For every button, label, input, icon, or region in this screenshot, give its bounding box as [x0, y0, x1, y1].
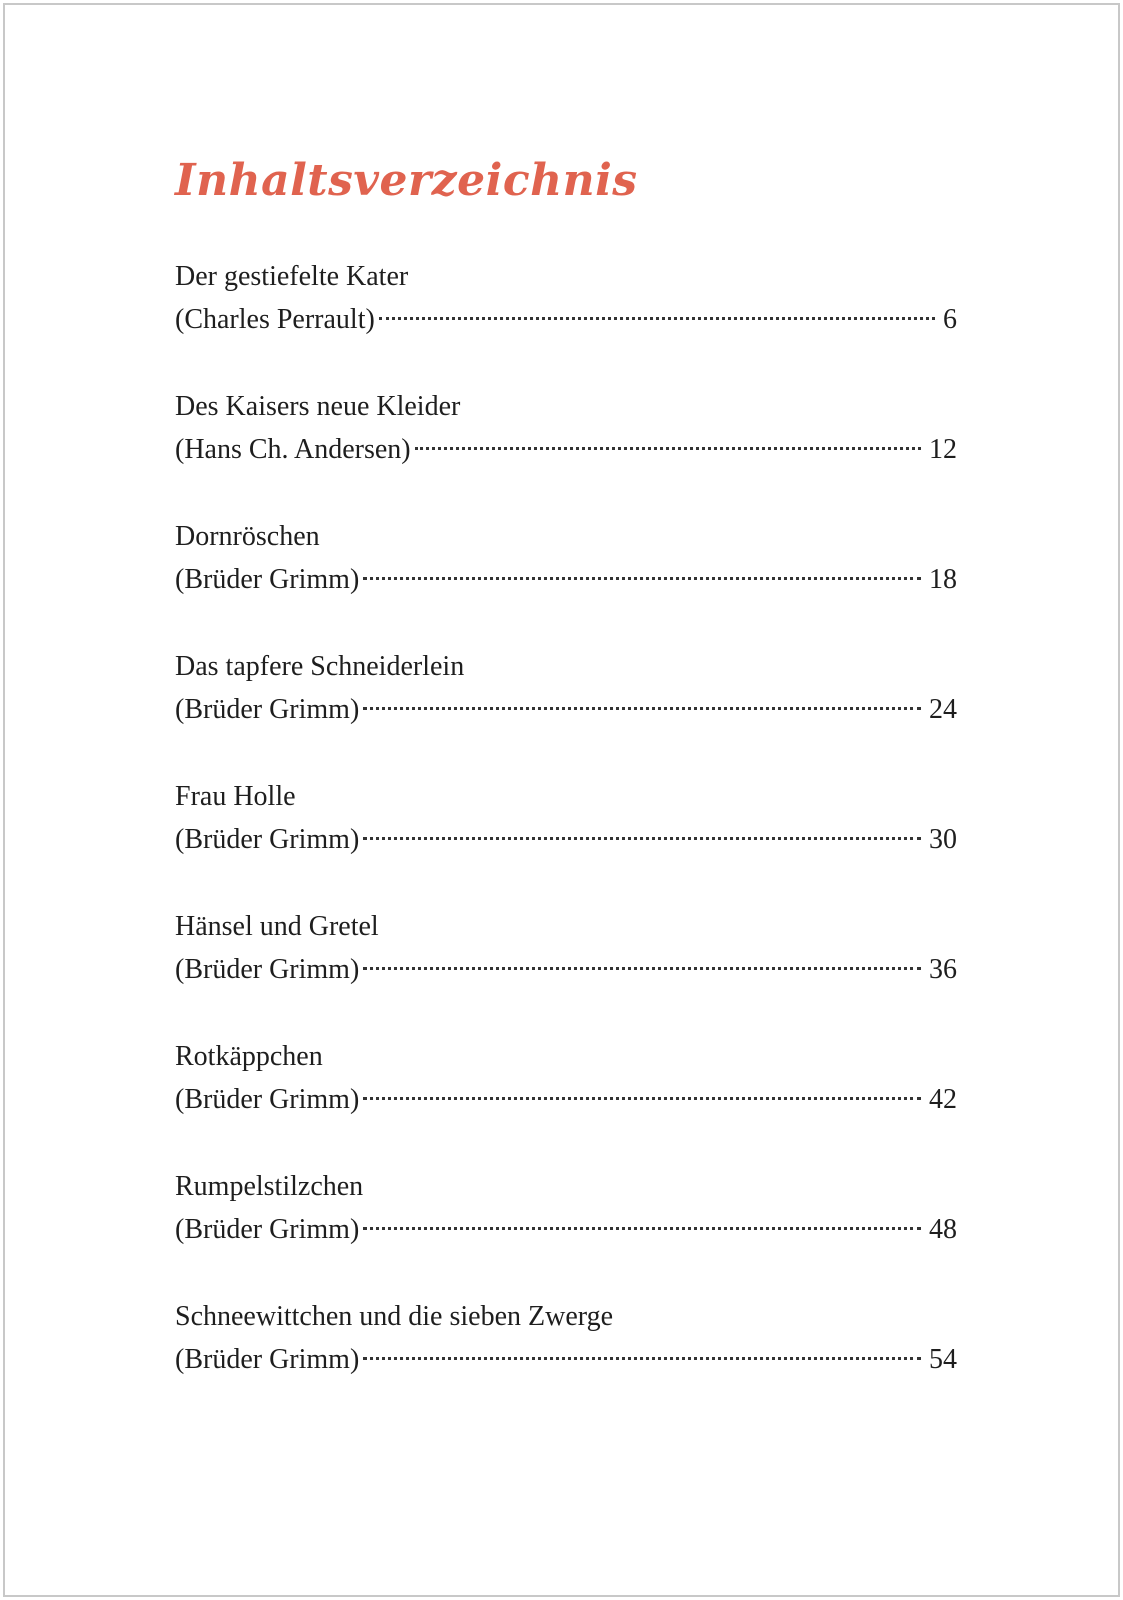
entry-page-number: 54: [929, 1344, 957, 1375]
entry-page-number: 48: [929, 1214, 957, 1245]
dot-leader: [363, 1227, 921, 1230]
toc-list: [175, 255, 957, 1425]
page-frame: [3, 3, 1120, 1597]
entry-author: (Brüder Grimm): [175, 564, 360, 595]
entry-author: (Brüder Grimm): [175, 1214, 360, 1245]
dot-leader: [363, 1357, 921, 1360]
entry-line: [175, 688, 957, 731]
entry-author: (Brüder Grimm): [175, 1084, 360, 1115]
entry-line: [175, 948, 957, 991]
entry-page-number: 30: [929, 824, 957, 855]
toc-entry-7[interactable]: [175, 1035, 957, 1121]
entry-page-number: 42: [929, 1084, 957, 1115]
entry-line: [175, 818, 957, 861]
entry-line: [175, 558, 957, 601]
entry-title: Dornröschen: [175, 521, 320, 552]
entry-title: Rotkäppchen: [175, 1041, 323, 1072]
entry-author: (Hans Ch. Andersen): [175, 434, 411, 465]
entry-title: Rumpelstilzchen: [175, 1171, 364, 1202]
toc-heading: Inhaltsverzeichnis: [175, 155, 638, 206]
toc-entry-9[interactable]: [175, 1295, 957, 1381]
entry-title: Schneewittchen und die sieben Zwerge: [175, 1301, 614, 1332]
dot-leader: [363, 837, 921, 840]
entry-author: (Brüder Grimm): [175, 1344, 360, 1375]
entry-line: [175, 1208, 957, 1251]
entry-author: (Brüder Grimm): [175, 954, 360, 985]
entry-title: Frau Holle: [175, 781, 296, 812]
entry-title: Der gestiefelte Kater: [175, 261, 409, 292]
toc-entry-2[interactable]: [175, 385, 957, 471]
entry-title: Des Kaisers neue Kleider: [175, 391, 461, 422]
toc-entry-8[interactable]: [175, 1165, 957, 1251]
dot-leader: [415, 447, 921, 450]
dot-leader: [363, 577, 921, 580]
entry-title: Hänsel und Gretel: [175, 911, 379, 942]
entry-page-number: 12: [929, 434, 957, 465]
toc-entry-5[interactable]: [175, 775, 957, 861]
dot-leader: [379, 317, 935, 320]
entry-page-number: 36: [929, 954, 957, 985]
entry-page-number: 18: [929, 564, 957, 595]
entry-line: [175, 428, 957, 471]
dot-leader: [363, 967, 921, 970]
entry-page-number: 6: [943, 304, 957, 335]
entry-line: [175, 298, 957, 341]
entry-page-number: 24: [929, 694, 957, 725]
toc-entry-1[interactable]: [175, 255, 957, 341]
entry-author: (Brüder Grimm): [175, 694, 360, 725]
entry-author: (Charles Perrault): [175, 304, 375, 335]
entry-line: [175, 1338, 957, 1381]
dot-leader: [363, 1097, 921, 1100]
entry-line: [175, 1078, 957, 1121]
toc-entry-6[interactable]: [175, 905, 957, 991]
toc-entry-3[interactable]: [175, 515, 957, 601]
entry-author: (Brüder Grimm): [175, 824, 360, 855]
toc-entry-4[interactable]: [175, 645, 957, 731]
entry-title: Das tapfere Schneiderlein: [175, 651, 465, 682]
dot-leader: [363, 707, 921, 710]
